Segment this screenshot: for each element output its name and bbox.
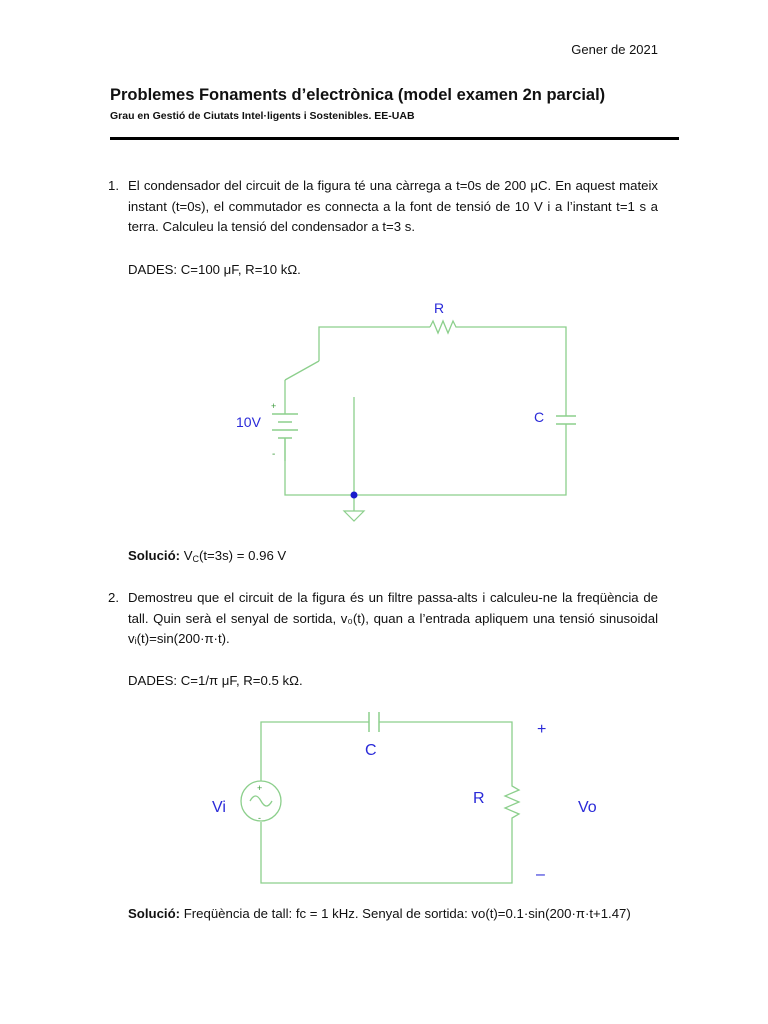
circuit-1-resistor-label: R <box>434 300 445 316</box>
problem-2-solution-label: Solució: <box>128 906 181 921</box>
problem-1-data: DADES: C=100 μF, R=10 kΩ. <box>128 262 301 277</box>
circuit-1-plus-sign: + <box>271 401 277 411</box>
circuit-2-src-plus: + <box>257 783 263 793</box>
circuit-2-output-label: Vo <box>578 799 597 816</box>
document-title: Problemes Fonaments d’electrònica (model examen 2n parcial) <box>110 86 606 104</box>
problem-1-solution-label: Solució: <box>128 548 181 563</box>
circuit-2-input-label: Vi <box>212 799 226 816</box>
capacitor-2-symbol <box>369 712 379 732</box>
problem-2-solution-value: Freqüència de tall: fc = 1 kHz. Senyal de sortida: vo(t)=0.1·sin(200·π·t+1.47) <box>183 906 631 921</box>
problem-2-solution <box>128 906 631 921</box>
document-date: Gener de 2021 <box>571 42 658 57</box>
problem-1-solution-var: V <box>183 548 193 563</box>
problem-2-number: 2. <box>108 590 119 605</box>
problem-1-statement: El condensador del circuit de la figura té una càrrega a t=0s de 200 μC. En aquest mateix instant (t=0s), el commutador es connecta a la font de tensió de 10 V i a l’instant t=1 s a terra. Calculeu la tensió del condensador a t=3 s. <box>128 178 658 234</box>
problem-2-data: DADES: C=1/π μF, R=0.5 kΩ. <box>128 673 303 688</box>
circuit-1-minus-sign: - <box>272 449 276 460</box>
circuit-2-src-minus: - <box>258 813 261 823</box>
circuit-2-capacitor-label: C <box>365 742 377 759</box>
resistor-2-symbol <box>505 782 519 822</box>
circuit-1-capacitor-label: C <box>534 409 545 425</box>
circuit-2-resistor-label: R <box>473 790 485 807</box>
problem-1-number: 1. <box>108 178 119 193</box>
problem-1-solution-value: (t=3s) = 0.96 V <box>199 548 287 563</box>
circuit-2-output-minus: – <box>536 866 545 883</box>
document-subtitle: Grau en Gestió de Ciutats Intel·ligents i Sostenibles. EE-UAB <box>110 110 415 122</box>
circuit-2-output-plus: + <box>537 721 547 738</box>
circuit-1-source-label: 10V <box>236 414 261 430</box>
problem-1-solution-sub: C <box>192 554 199 564</box>
problem-2-statement: Demostreu que el circuit de la figura és un filtre passa-alts i calculeu-ne la freqüència de tall. Quin serà el senyal de sortida, v₀(t), quan a l’entrada apliquem una tensió sinusoidal vᵢ(t)=sin(200·π·t). <box>128 590 658 646</box>
